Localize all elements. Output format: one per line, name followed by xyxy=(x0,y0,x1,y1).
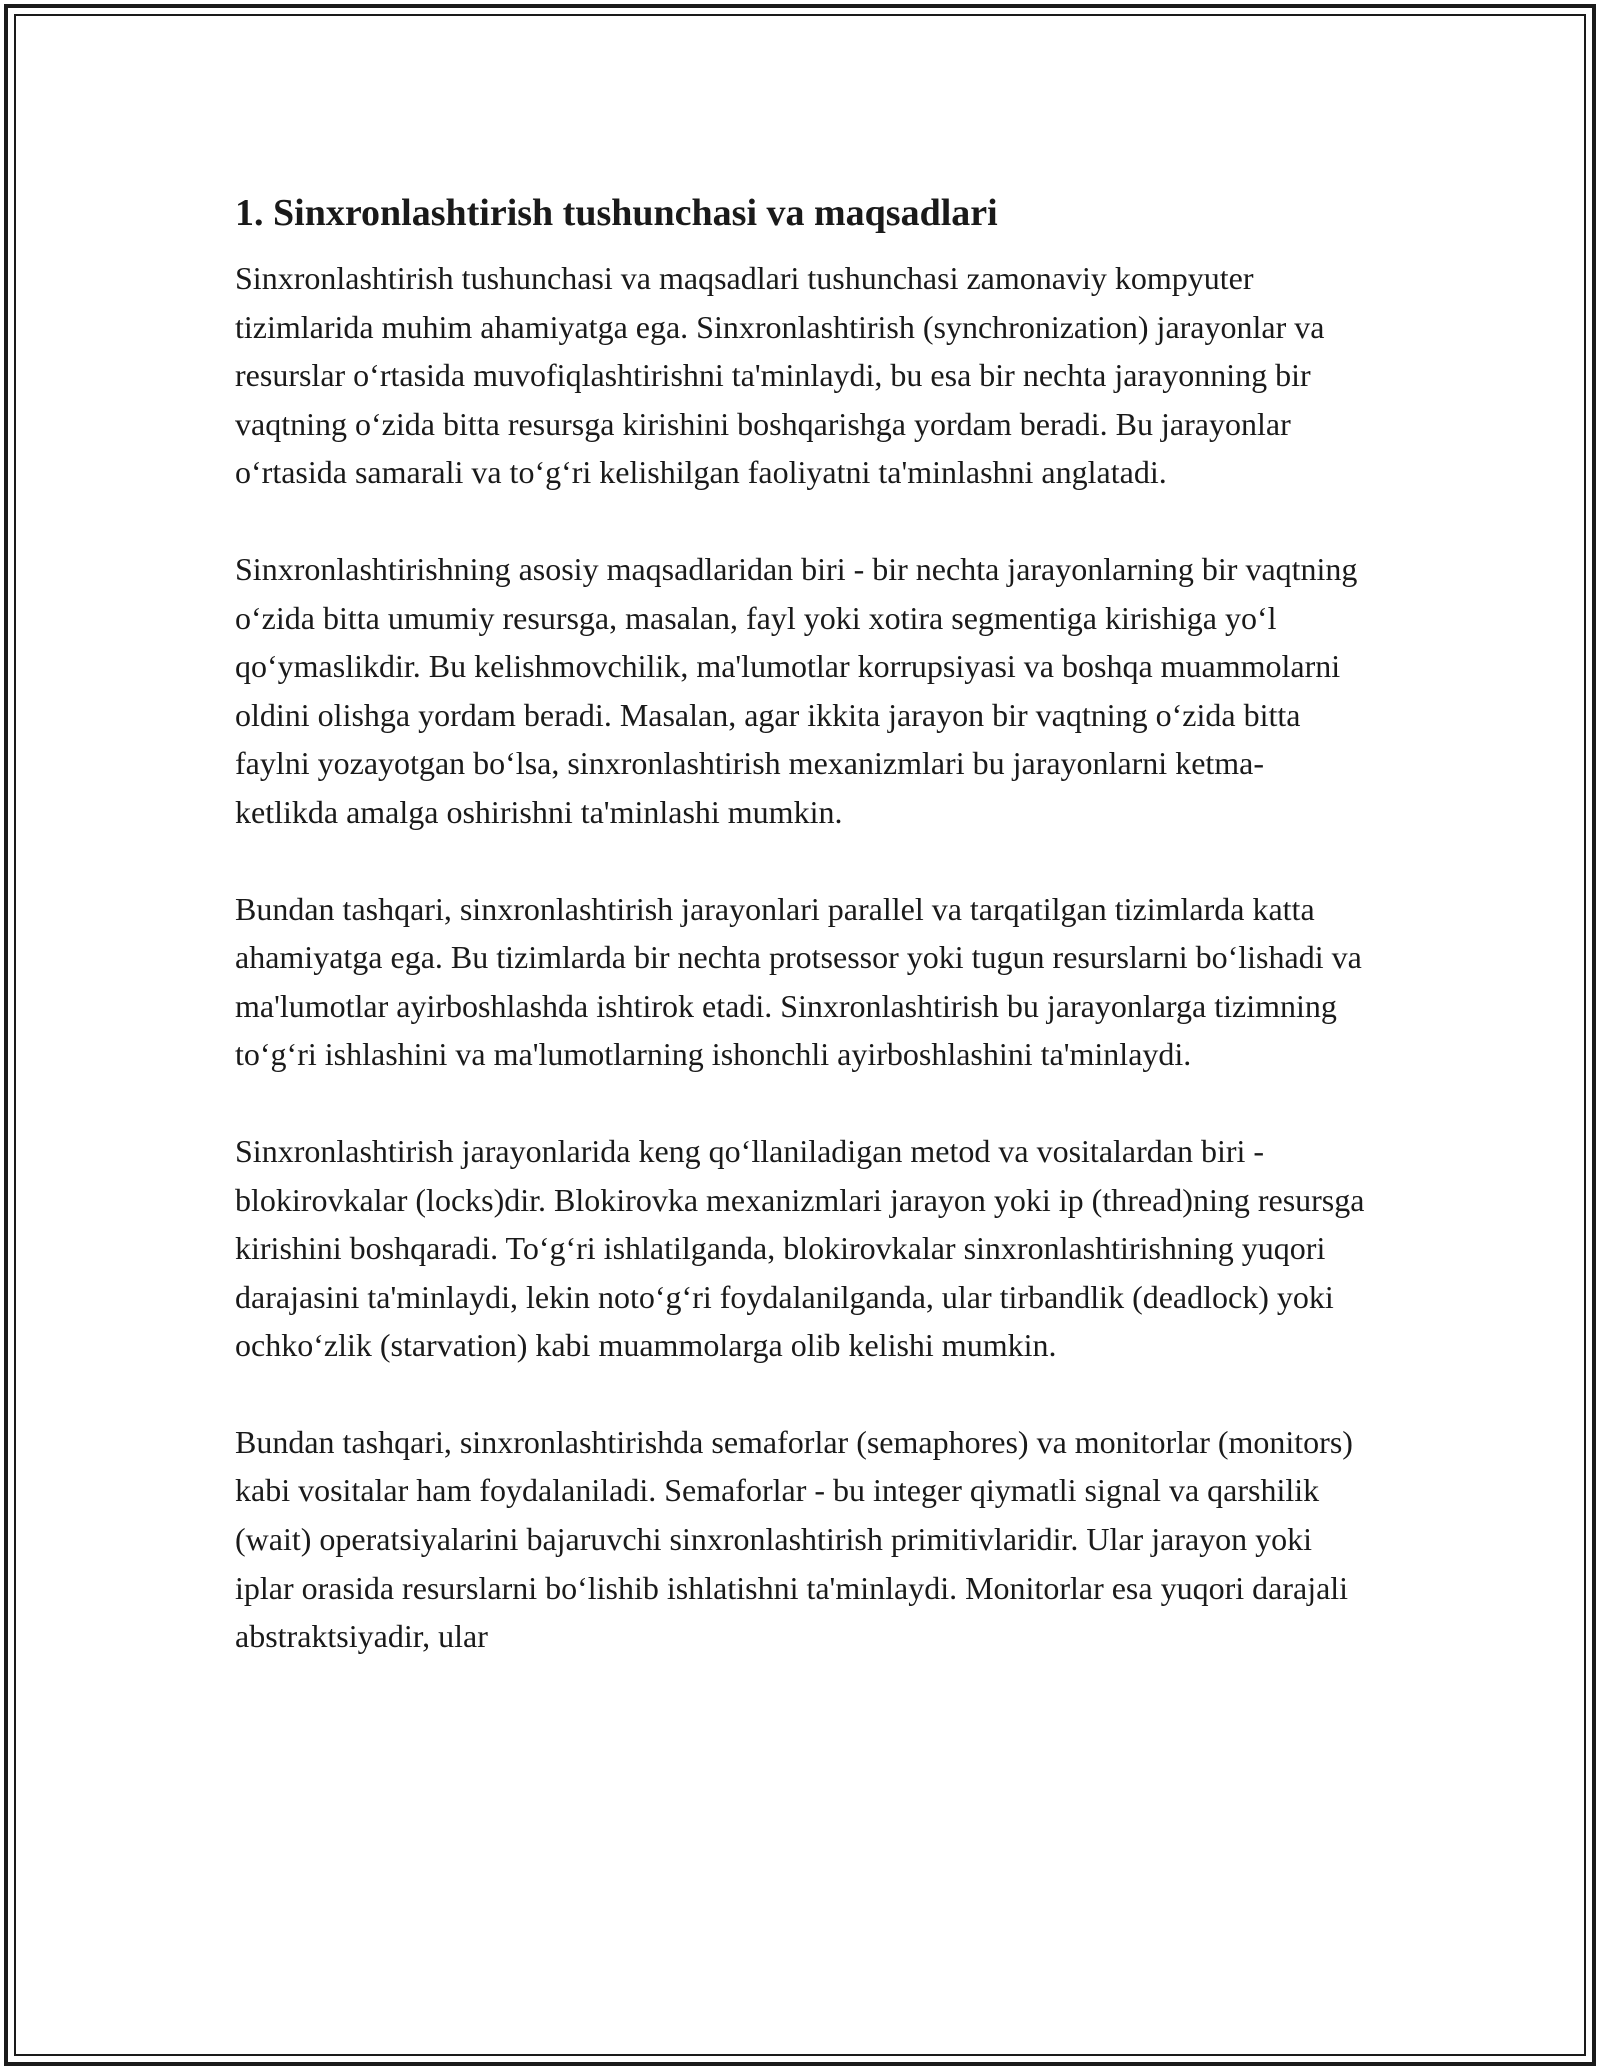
paragraph-1: Sinxronlashtirish tushunchasi va maqsadlari tushunchasi zamonaviy kompyuter tizimlarida muhim ahamiyatga ega. Sinxronlashtirish (synchronization) jarayonlar va resurslar oʻrtasida muvofiqlashtirishni ta'minlaydi, bu esa bir nechta jarayonning bir vaqtning oʻzida bitta resursga kirishini boshqarishga yordam beradi. Bu jarayonlar oʻrtasida samarali va toʻgʻri kelishilgan faoliyatni ta'minlashni anglatadi. xyxy=(235,260,1325,491)
paragraph-3: Bundan tashqari, sinxronlashtirish jarayonlari parallel va tarqatilgan tizimlarda katta ahamiyatga ega. Bu tizimlarda bir nechta protsessor yoki tugun resurslarni boʻlishadi va ma'lumotlar ayirboshlashda ishtirok etadi. Sinxronlashtirish bu jarayonlarga tizimning toʻgʻri ishlashini va ma'lumotlarning ishonchli ayirboshlashini ta'minlaydi. xyxy=(235,890,1362,1073)
section-heading: 1. Sinxronlashtirish tushunchasi va maqsadlari xyxy=(235,192,998,234)
paragraph-2: Sinxronlashtirishning asosiy maqsadlaridan biri - bir nechta jarayonlarning bir vaqtning oʻzida bitta umumiy resursga, masalan, fayl yoki xotira segmentiga kirishiga yoʻl qoʻymaslikdir. Bu kelishmovchilik, ma'lumotlar korrupsiyasi va boshqa muammolarni oldini olishga yordam beradi. Masalan, agar ikkita jarayon bir vaqtning oʻzida bitta faylni yozayotgan boʻlsa, sinxronlashtirish mexanizmlari bu jarayonlarni ketma-ketlikda amalga oshirishni ta'minlashi mumkin. xyxy=(235,550,1358,830)
document-page xyxy=(235,188,1365,1709)
paragraph-5: Bundan tashqari, sinxronlashtirishda semaforlar (semaphores) va monitorlar (monitors) kabi vositalar ham foydalaniladi. Semaforlar - bu integer qiymatli signal va qarshilik (wait) operatsiyalarini bajaruvchi sinxronlashtirish primitivlaridir. Ular jarayon yoki iplar orasida resurslarni boʻlishib ishlatishni ta'minlaydi. Monitorlar esa yuqori darajali abstraktsiyadir, ular xyxy=(235,1423,1353,1655)
paragraph-4: Sinxronlashtirish jarayonlarida keng qoʻllaniladigan metod va vositalardan biri - blokirovkalar (locks)dir. Blokirovka mexanizmlari jarayon yoki ip (thread)ning resursga kirishini boshqaradi. Toʻgʻri ishlatilganda, blokirovkalar sinxronlashtirishning yuqori darajasini ta'minlaydi, lekin notoʻgʻri foydalanilganda, ular tirbandlik (deadlock) yoki ochkoʻzlik (starvation) kabi muammolarga olib kelishi mumkin. xyxy=(235,1132,1365,1364)
